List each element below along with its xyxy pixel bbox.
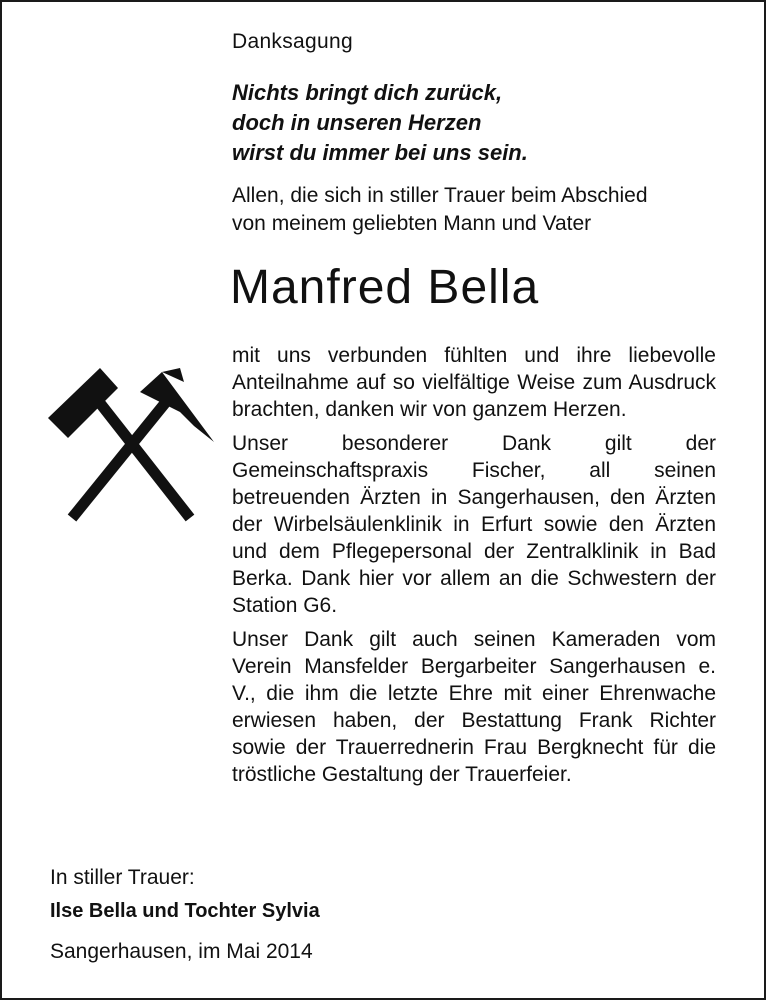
hammer-and-pick-icon [44,368,216,528]
quote-line: doch in unseren Herzen [232,110,482,135]
intro-text [232,182,722,238]
signers: Ilse Bella und Tochter Sylvia [50,900,320,922]
deceased-name: Manfred Bella [230,261,540,314]
intro-line: Allen, die sich in stiller Trauer beim Abschied [232,184,648,207]
intro-line: von meinem geliebten Mann und Vater [232,212,592,235]
body-paragraph: Unser besonderer Dank gilt der Gemeinschaftspraxis Fischer, all seinen betreuenden Ärzten in Sangerhausen, den Ärzten der Wirbelsäulenklinik in Erfurt sowie den Ärzten und dem Pflegepersonal der Zentralklinik in Bad Berka. Dank hier vor allem an die Schwestern der Station G6. [232,432,716,617]
memorial-quote [232,78,528,168]
place-date: Sangerhausen, im Mai 2014 [50,940,313,963]
quote-line: wirst du immer bei uns sein. [232,140,528,165]
sign-intro: In stiller Trauer: [50,866,195,889]
notice-heading: Danksagung [232,30,353,53]
quote-line: Nichts bringt dich zurück, [232,80,503,105]
thanks-body [232,342,716,795]
body-paragraph: Unser Dank gilt auch seinen Kameraden vom Verein Mansfelder Bergarbeiter Sangerhausen e. V., die ihm die letzte Ehre mit einer Ehrenwache erwiesen haben, der Bestattung Frank Richter sowie der Trauerrednerin Frau Bergknecht für die tröstliche Gestaltung der Trauerfeier. [232,628,716,786]
body-paragraph: mit uns verbunden fühlten und ihre liebevolle Anteilnahme auf so vielfältige Weise zum Ausdruck brachten, danken wir von ganzem Herzen. [232,344,716,421]
